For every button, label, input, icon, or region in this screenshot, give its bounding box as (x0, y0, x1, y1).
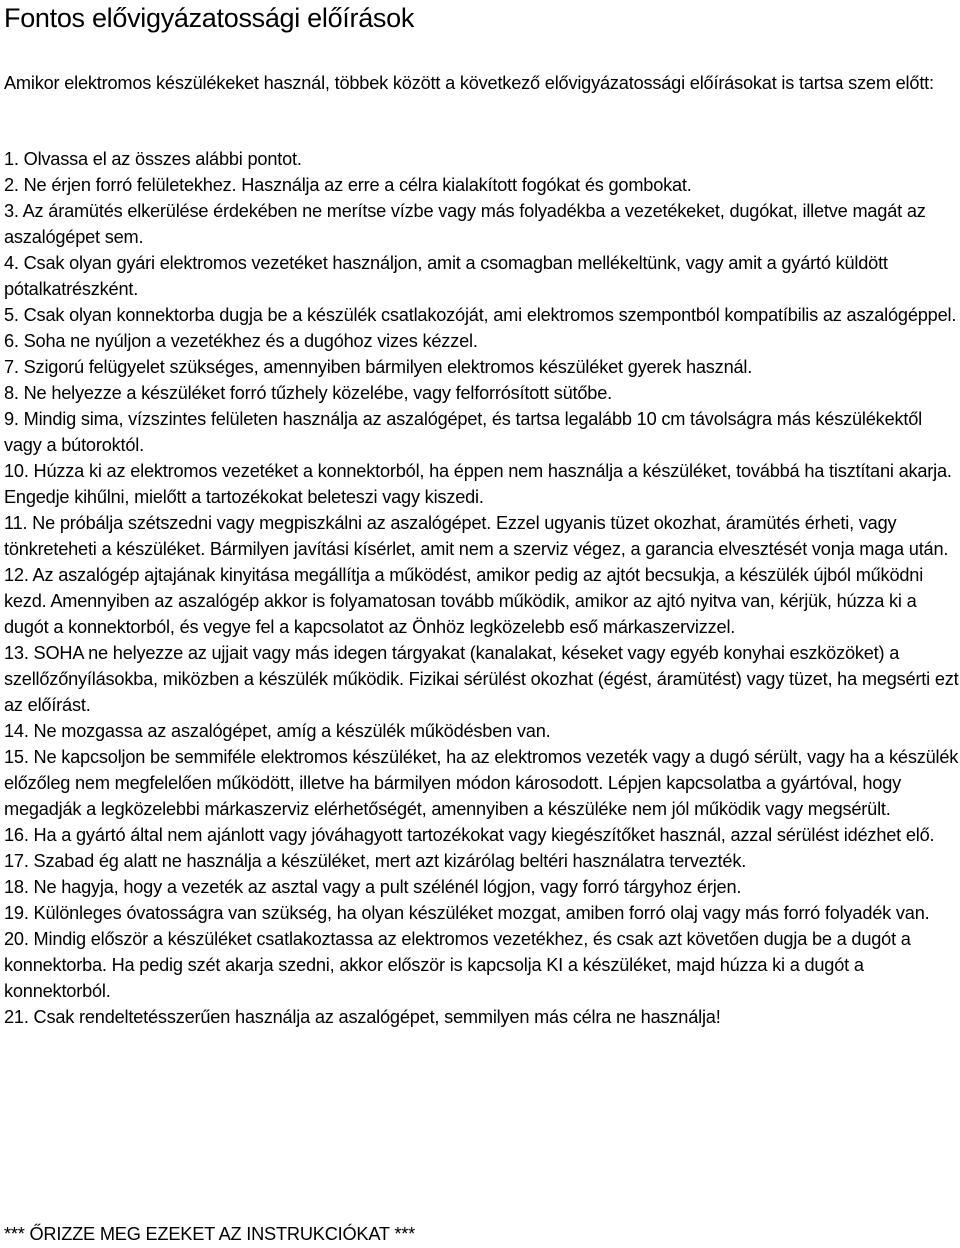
list-item: 8. Ne helyezze a készüléket forró tűzhely közelébe, vagy felforrósított sütőbe. (4, 383, 612, 403)
list-item: 16. Ha a gyártó által nem ajánlott vagy jóváhagyott tartozékokat vagy kiegészítőket használ, azzal sérülést idézhet elő. (4, 825, 935, 845)
list-item: 20. Mindig először a készüléket csatlakoztassa az elektromos vezetékhez, és csak azt követően dugja be a dugót a konnektorba. Ha pedig szét akarja szedni, akkor először is kapcsolja KI a készüléket, majd húzza ki a dugót a konnektorból. (4, 929, 911, 1001)
list-item: 13. SOHA ne helyezze az ujjait vagy más idegen tárgyakat (kanalakat, késeket vagy egyéb konyhai eszközöket) a szellőzőnyílásokba, miközben a készülék működik. Fizikai sérülést okozhat (égést, áramütést) vagy tüzet, ha megsérti ezt az előírást. (4, 643, 959, 715)
list-item: 18. Ne hagyja, hogy a vezeték az asztal vagy a pult szélénél lógjon, vagy forró tárgyhoz érjen. (4, 877, 742, 897)
list-item: 7. Szigorú felügyelet szükséges, amennyiben bármilyen elektromos készüléket gyerek használ. (4, 357, 753, 377)
list-item: 19. Különleges óvatosságra van szükség, ha olyan készüléket mozgat, amiben forró olaj vagy más forró folyadék van. (4, 903, 930, 923)
precautions-list (4, 146, 960, 1030)
footer-notice: *** ŐRIZZE MEG EZEKET AZ INSTRUKCIÓKAT *** (4, 1224, 416, 1244)
list-item: 21. Csak rendeltetésszerűen használja az aszalógépet, semmilyen más célra ne használja! (4, 1007, 721, 1027)
list-item: 3. Az áramütés elkerülése érdekében ne merítse vízbe vagy más folyadékba a vezetékeket, dugókat, illetve magát az aszalógépet sem. (4, 201, 926, 247)
list-item: 14. Ne mozgassa az aszalógépet, amíg a készülék működésben van. (4, 721, 551, 741)
list-item: 4. Csak olyan gyári elektromos vezetéket használjon, amit a csomagban mellékeltünk, vagy amit a gyártó küldött pótalkatrészként. (4, 253, 888, 299)
list-item: 9. Mindig sima, vízszintes felületen használja az aszalógépet, és tartsa legalább 10 cm távolságra más készülékektől vagy a bútoroktól. (4, 409, 922, 455)
list-item: 2. Ne érjen forró felületekhez. Használja az erre a célra kialakított fogókat és gombokat. (4, 175, 692, 195)
intro-paragraph: Amikor elektromos készülékeket használ, többek között a következő elővigyázatossági előírásokat is tartsa szem előtt: (4, 73, 934, 93)
list-item: 5. Csak olyan konnektorba dugja be a készülék csatlakozóját, ami elektromos szempontból kompatíbilis az aszalógéppel. (4, 305, 957, 325)
page-title: Fontos elővigyázatossági előírások (4, 3, 415, 33)
list-item: 11. Ne próbálja szétszedni vagy megpiszkálni az aszalógépet. Ezzel ugyanis tüzet okozhat, áramütés érheti, vagy tönkreteheti a készüléket. Bármilyen javítási kísérlet, amit nem a szerviz végez, a garancia elvesztését vonja maga után. (4, 513, 949, 559)
document-page (4, 0, 959, 1248)
list-item: 1. Olvassa el az összes alábbi pontot. (4, 149, 302, 169)
list-item: 6. Soha ne nyúljon a vezetékhez és a dugóhoz vizes kézzel. (4, 331, 478, 351)
list-item: 15. Ne kapcsoljon be semmiféle elektromos készüléket, ha az elektromos vezeték vagy a dugó sérült, vagy ha a készülék előzőleg nem megfelelően működött, illetve ha bármilyen módon károsodott. Lépjen kapcsolatba a gyártóval, hogy megadják a legközelebbi márkaszerviz elérhetőségét, amennyiben a készüléke nem jól működik vagy megsérült. (4, 747, 959, 819)
list-item: 17. Szabad ég alatt ne használja a készüléket, mert azt kizárólag beltéri használatra tervezték. (4, 851, 747, 871)
list-item: 12. Az aszalógép ajtajának kinyitása megállítja a működést, amikor pedig az ajtót becsukja, a készülék újból működni kezd. Amennyiben az aszalógép akkor is folyamatosan tovább működik, amikor az ajtó nyitva van, kérjük, húzza ki a dugót a konnektorból, és vegye fel a kapcsolatot az Önhöz legközelebb eső márkaszervizzel. (4, 565, 924, 637)
list-item: 10. Húzza ki az elektromos vezetéket a konnektorból, ha éppen nem használja a készüléket, továbbá ha tisztítani akarja. Engedje kihűlni, mielőtt a tartozékokat beleteszi vagy kiszedi. (4, 461, 952, 507)
